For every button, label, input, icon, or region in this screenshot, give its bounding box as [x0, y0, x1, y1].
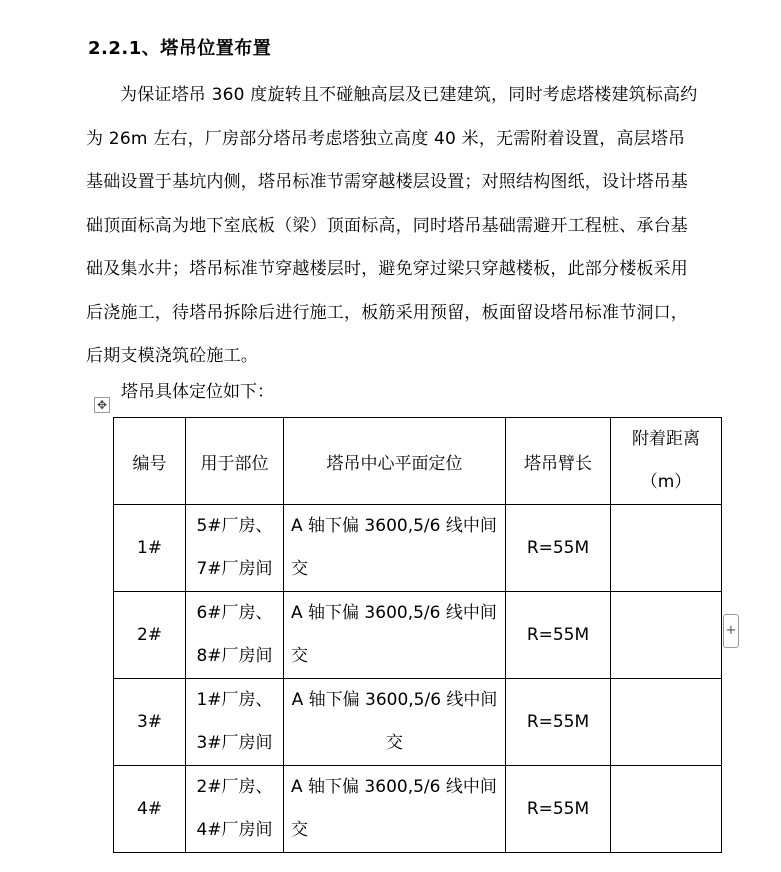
row-center-line2: 交 [386, 733, 403, 753]
row-center [284, 592, 506, 679]
row-attach [611, 505, 722, 592]
row-location-line1: 1#厂房、 [196, 690, 273, 710]
row-center [284, 505, 506, 592]
row-location-line2: 7#厂房间 [196, 559, 273, 579]
row-location [186, 679, 284, 766]
table-row [114, 766, 722, 853]
header-attach [611, 418, 722, 505]
row-number: 2# [114, 592, 186, 679]
row-arm: R=55M [506, 505, 611, 592]
row-center [284, 766, 506, 853]
row-attach [611, 766, 722, 853]
header-arm: 塔吊臂长 [506, 418, 611, 505]
row-location [186, 766, 284, 853]
table-row [114, 679, 722, 766]
row-location-line1: 6#厂房、 [196, 603, 273, 623]
header-location: 用于部位 [186, 418, 284, 505]
tower-crane-table [113, 417, 722, 853]
row-center-line2: 交 [291, 820, 308, 840]
row-number: 1# [114, 505, 186, 592]
row-arm: R=55M [506, 679, 611, 766]
table-row [114, 505, 722, 592]
row-location [186, 505, 284, 592]
row-center-line1: A 轴下偏 3600,5/6 线中间 [291, 777, 497, 797]
row-number: 3# [114, 679, 186, 766]
body-paragraph: 为保证塔吊 360 度旋转且不碰触高层及已建建筑，同时考虑塔楼建筑标高约为 26m 左右，厂房部分塔吊考虑塔独立高度 40 米，无需附着设置，高层塔吊基础设置于基坑内侧，塔吊标准节需穿越楼层设置；对照结构图纸，设计塔吊基础顶面标高为地下室底板（梁）顶面标高，同时塔吊基础需避开工程桩、承台基础及集水井；塔吊标准节穿越楼层时，避免穿过梁只穿越楼板，此部分楼板采用后浇施工，待塔吊拆除后进行施工，板筋采用预留，板面留设塔吊标准节洞口，后期支模浇筑砼施工。 [86, 85, 698, 366]
row-center [284, 679, 506, 766]
header-attach-unit: （m） [640, 472, 692, 492]
row-center-line2: 交 [291, 559, 308, 579]
row-location-line2: 3#厂房间 [196, 733, 273, 753]
row-location-line1: 5#厂房、 [196, 516, 273, 536]
row-center-line1: A 轴下偏 3600,5/6 线中间 [291, 516, 497, 536]
row-location-line1: 2#厂房、 [196, 777, 273, 797]
row-location-line2: 4#厂房间 [196, 820, 273, 840]
table-header-row [114, 418, 722, 505]
header-center: 塔吊中心平面定位 [284, 418, 506, 505]
row-attach [611, 679, 722, 766]
row-arm: R=55M [506, 592, 611, 679]
row-number: 4# [114, 766, 186, 853]
table-intro: 塔吊具体定位如下： [121, 382, 274, 402]
add-row-plus-icon[interactable]: + [723, 614, 739, 648]
row-location-line2: 8#厂房间 [196, 646, 273, 666]
section-heading: 2.2.1、塔吊位置布置 [88, 38, 272, 59]
row-location [186, 592, 284, 679]
header-attach-label: 附着距离 [632, 429, 700, 449]
row-attach [611, 592, 722, 679]
table-move-handle-icon[interactable]: ✥ [94, 397, 110, 413]
row-arm: R=55M [506, 766, 611, 853]
row-center-line1: A 轴下偏 3600,5/6 线中间 [291, 603, 497, 623]
header-number: 编号 [114, 418, 186, 505]
row-center-line2: 交 [291, 646, 308, 666]
table-row [114, 592, 722, 679]
row-center-line1: A 轴下偏 3600,5/6 线中间 [291, 690, 498, 710]
